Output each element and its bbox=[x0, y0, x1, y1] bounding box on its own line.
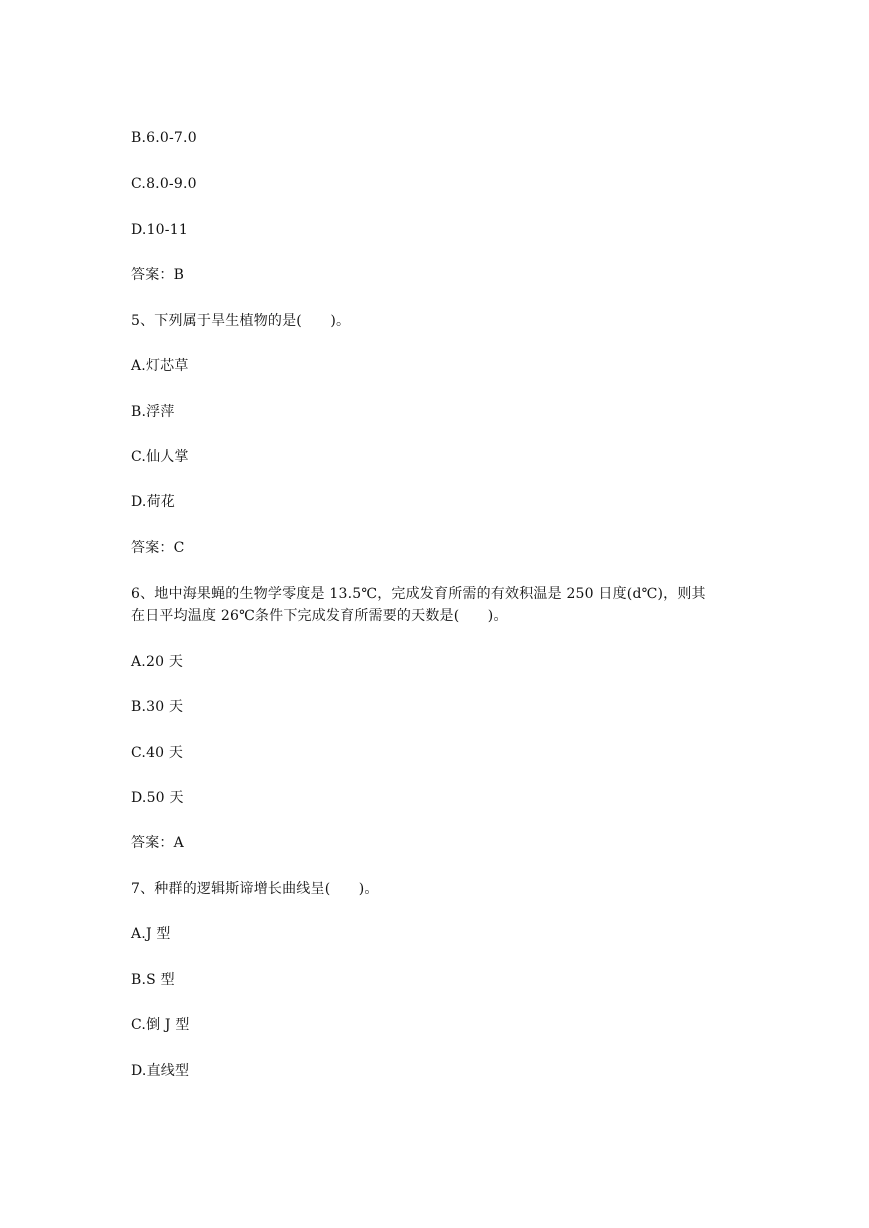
q6-option-d: D.50 天 bbox=[131, 790, 184, 806]
q5-option-b: B.浮萍 bbox=[131, 404, 175, 420]
q7-question: 7、种群的逻辑斯谛增长曲线呈( )。 bbox=[131, 881, 379, 897]
q6-option-c: C.40 天 bbox=[131, 745, 184, 761]
q7-option-d: D.直线型 bbox=[131, 1063, 190, 1079]
q4-option-b: B.6.0-7.0 bbox=[131, 130, 197, 146]
q5-question: 5、下列属于旱生植物的是( )。 bbox=[131, 313, 351, 329]
q7-option-a: A.J 型 bbox=[131, 926, 171, 942]
q4-answer: 答案：B bbox=[131, 267, 185, 283]
q5-option-a: A.灯芯草 bbox=[131, 358, 189, 374]
q4-option-c: C.8.0-9.0 bbox=[131, 176, 197, 192]
q5-option-d: D.荷花 bbox=[131, 494, 175, 510]
q6-answer: 答案：A bbox=[131, 835, 184, 851]
q6-question-line1: 6、地中海果蝇的生物学零度是 13.5℃，完成发育所需的有效积温是 250 日度(d℃)，则其 bbox=[131, 586, 706, 602]
q7-option-b: B.S 型 bbox=[131, 972, 175, 988]
q6-option-a: A.20 天 bbox=[131, 654, 184, 670]
q5-option-c: C.仙人掌 bbox=[131, 449, 189, 465]
q6-option-b: B.30 天 bbox=[131, 699, 184, 715]
q7-option-c: C.倒 J 型 bbox=[131, 1017, 190, 1033]
q6-question-line2: 在日平均温度 26℃条件下完成发育所需要的天数是( )。 bbox=[131, 608, 508, 624]
q5-answer: 答案：C bbox=[131, 540, 185, 556]
q4-option-d: D.10-11 bbox=[131, 222, 188, 238]
